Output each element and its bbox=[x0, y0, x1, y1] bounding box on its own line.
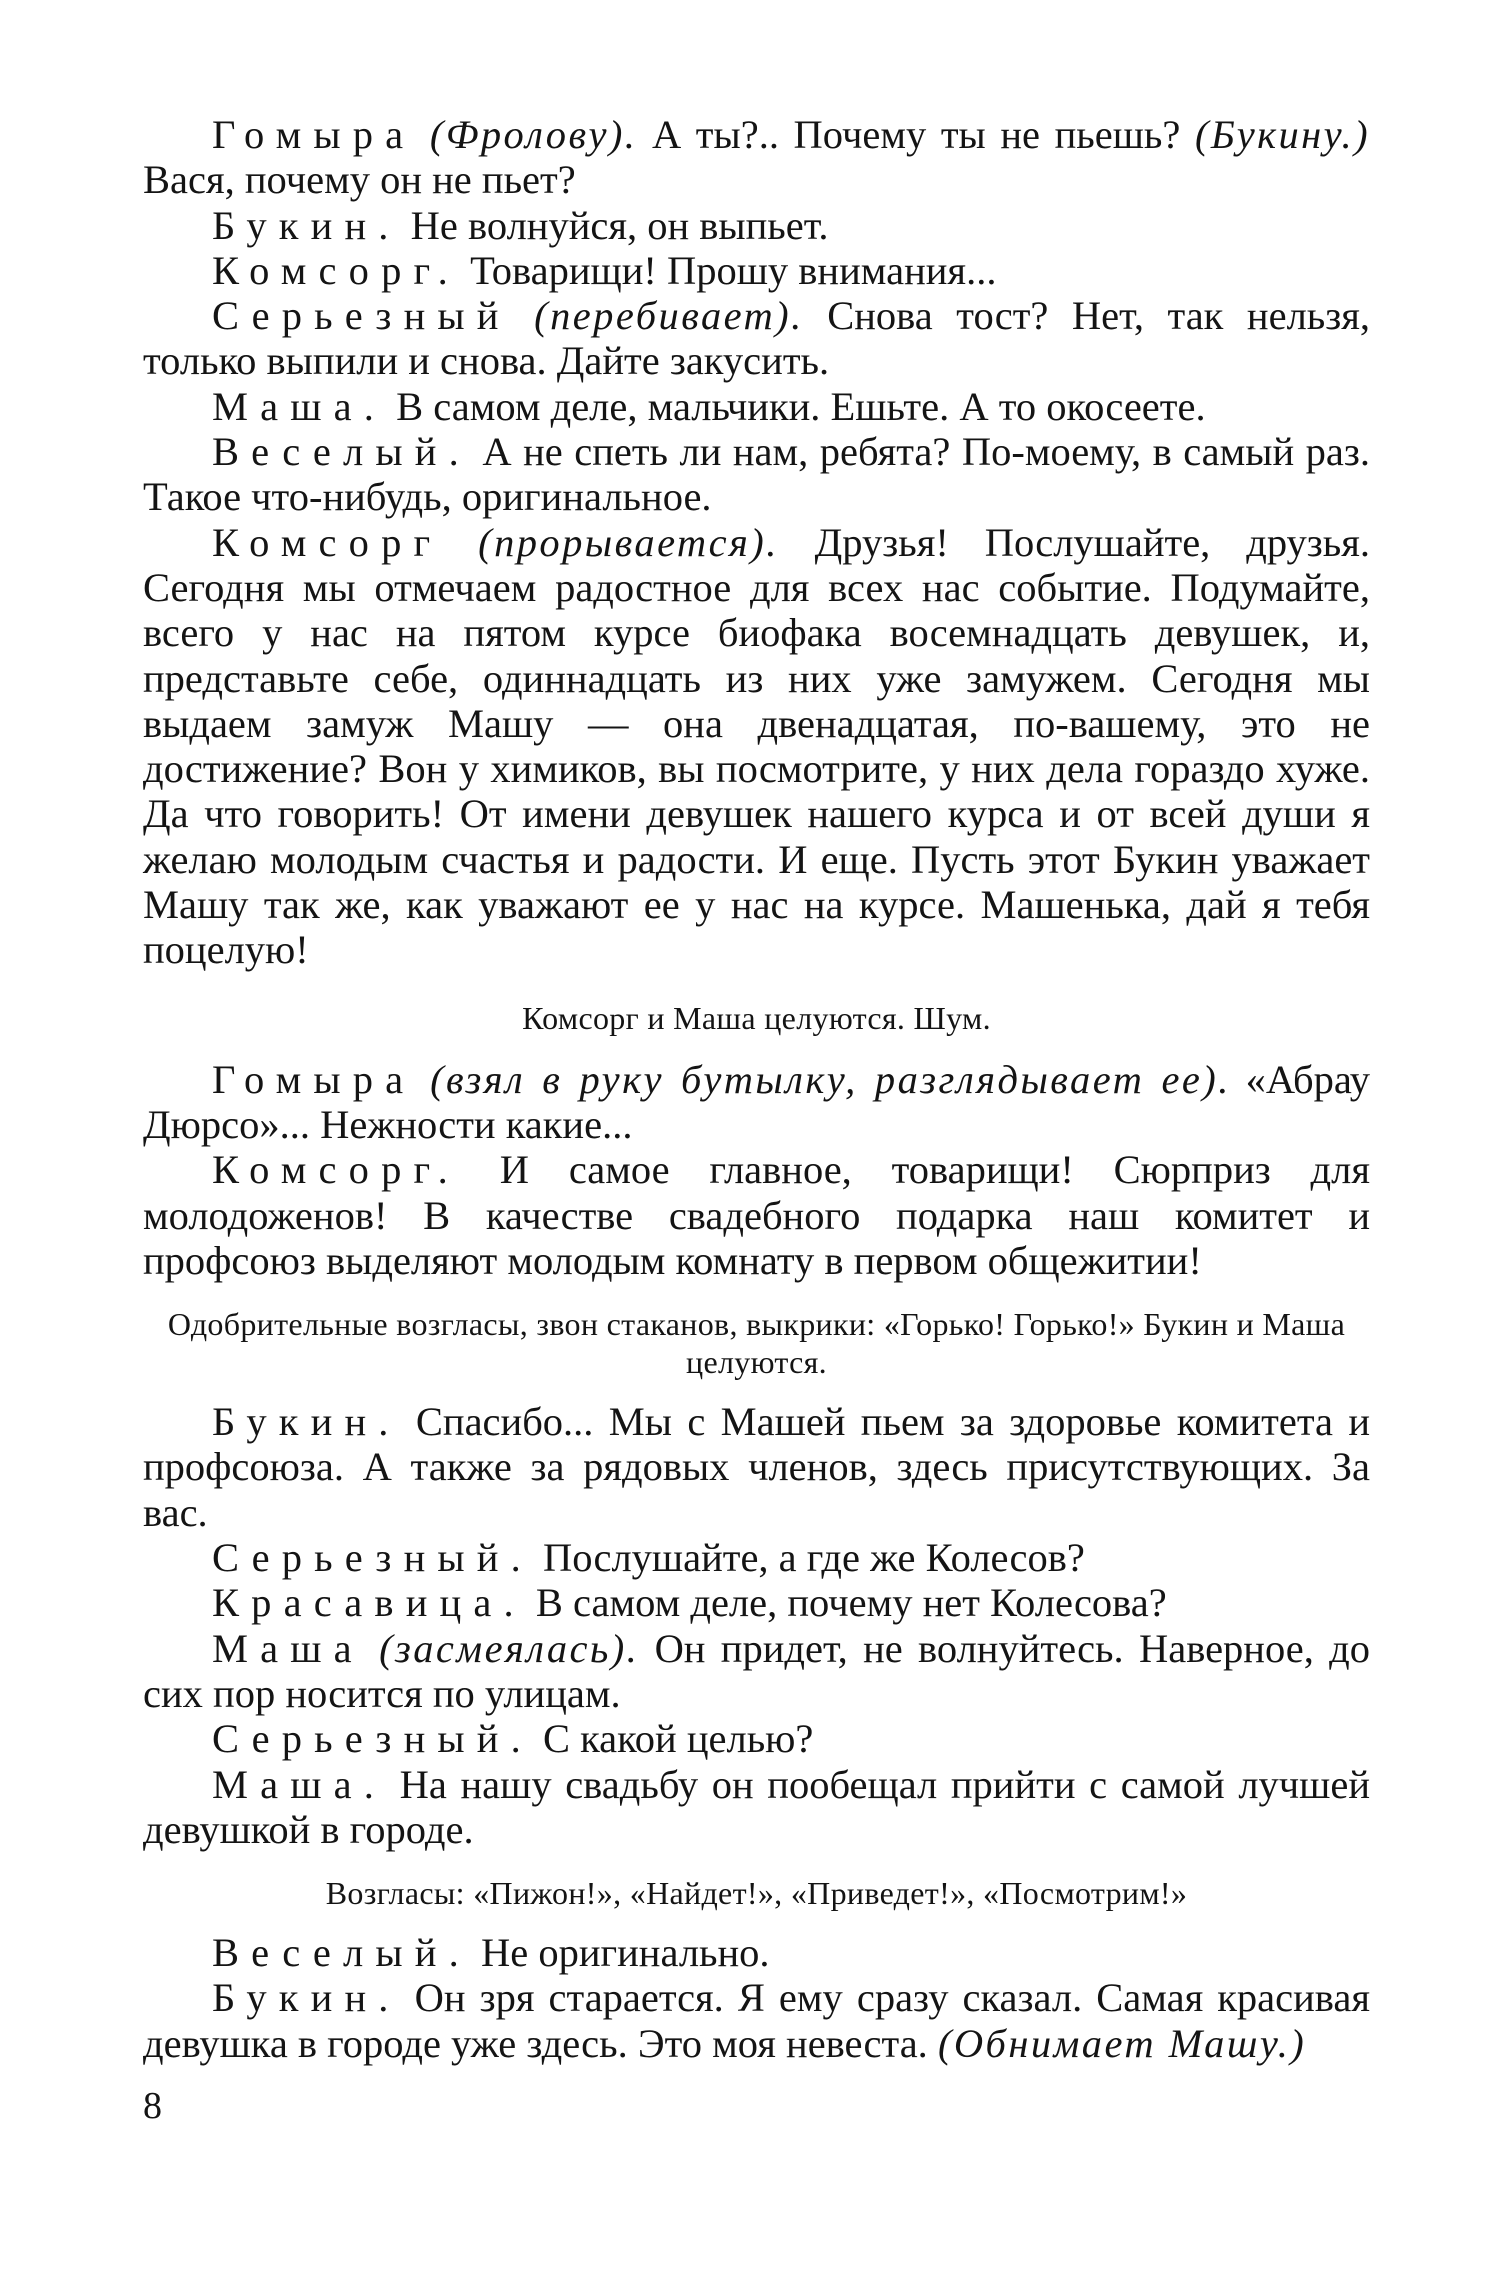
dialogue-line bbox=[143, 248, 1370, 293]
speaker-name: Комсорг bbox=[212, 519, 443, 565]
line-text: С какой целью? bbox=[542, 1716, 814, 1762]
line-text: Друзья! Послушайте, друзья. Сегодня мы отмечаем радостное для всех нас событие. Подумайте, всего у нас на пятом курсе биофака восемнадцать девушек, и, представьте себе, одиннадцать из них уже замужем. Сегодня мы выдаем замуж Машу — она двенадцатая, по-вашему, это не достижение? Вон у химиков, вы посмотрите, у них дела гораздо хуже. Да что говорить! От имени девушек нашего курса и от всей души я желаю молодым счастья и радости. И еще. Пусть этот Букин уважает Машу так же, как уважают ее у нас на курсе. Машенька, дай я тебя поцелую! bbox=[143, 519, 1371, 973]
dialogue-line bbox=[143, 203, 1370, 248]
stage-direction: Одобрительные возгласы, звон стаканов, выкрики: «Горько! Горько!» Букин и Маша целуются. bbox=[167, 1306, 1346, 1381]
line-text: Он придет, не волнуйтесь. Наверное, до сих пор носится по улицам. bbox=[143, 1625, 1370, 1716]
dialogue-line bbox=[143, 429, 1370, 520]
line-text: В самом деле, мальчики. Ешьте. А то окосеете. bbox=[396, 383, 1206, 429]
line-text: Вася, почему он не пьет? bbox=[143, 157, 576, 203]
dialogue-line bbox=[143, 112, 1370, 203]
speaker-name: Комсорг. bbox=[212, 1147, 460, 1193]
dialogue-line bbox=[143, 1716, 1370, 1761]
line-text: Не волнуйся, он выпьет. bbox=[410, 202, 829, 248]
speaker-name: Маша. bbox=[212, 1761, 387, 1807]
dialogue-line bbox=[143, 1975, 1370, 2066]
dialogue-line bbox=[143, 1580, 1370, 1625]
speaker-name: Серьезный bbox=[212, 293, 511, 339]
dialogue-line bbox=[143, 1930, 1370, 1975]
speaker-name: Гомыра bbox=[212, 1056, 416, 1102]
dialogue-line bbox=[143, 293, 1370, 384]
stage-direction: Возгласы: «Пижон!», «Найдет!», «Приведет!», «Посмотрим!» bbox=[325, 1875, 1188, 1912]
dialogue-line bbox=[143, 1057, 1370, 1148]
speaker-name: Серьезный. bbox=[212, 1535, 533, 1581]
stage-remark: (Обнимает Машу.) bbox=[937, 2020, 1307, 2066]
stage-remark: (Букину.) bbox=[1194, 112, 1371, 157]
dialogue-line bbox=[143, 1399, 1370, 1535]
dialogue-line bbox=[143, 1626, 1370, 1717]
line-text: Не оригинально. bbox=[481, 1930, 770, 1976]
speaker-name: Серьезный. bbox=[212, 1716, 533, 1762]
line-text: Товарищи! Прошу внимания... bbox=[470, 247, 997, 293]
line-text: «Абрау Дюрсо»... Нежности какие... bbox=[143, 1056, 1371, 1147]
speaker-name: Красавица. bbox=[212, 1580, 526, 1626]
stage-remark: (засмеялась). bbox=[379, 1625, 640, 1671]
line-text: А не спеть ли нам, ребята? По-моему, в самый раз. Такое что-нибудь, оригинальное. bbox=[143, 429, 1370, 520]
speaker-name: Веселый. bbox=[212, 1930, 471, 1976]
line-text: Послушайте, а где же Колесов? bbox=[542, 1535, 1085, 1581]
speaker-name: Букин. bbox=[212, 1975, 401, 2021]
stage-remark: (Фролову). bbox=[429, 112, 638, 157]
dialogue-line bbox=[143, 1762, 1370, 1853]
stage-direction: Комсорг и Маша целуются. Шум. bbox=[522, 999, 991, 1036]
line-text: Спасибо... Мы с Машей пьем за здоровье комитета и профсоюза. А также за рядовых членов, здесь присутствующих. За вас. bbox=[143, 1399, 1370, 1535]
page-number: 8 bbox=[143, 2085, 162, 2127]
stage-remark: (взял в руку бутылку, разглядывает ее). bbox=[430, 1056, 1231, 1102]
dialogue-line bbox=[143, 384, 1370, 429]
speaker-name: Гомыра bbox=[212, 112, 416, 157]
speaker-name: Букин. bbox=[212, 202, 401, 248]
dialogue-line bbox=[143, 520, 1370, 973]
speaker-name: Веселый. bbox=[212, 429, 471, 475]
stage-remark: (перебивает). bbox=[534, 293, 804, 339]
speaker-name: Букин. bbox=[212, 1399, 401, 1445]
line-text: А ты?.. Почему ты не пьешь? bbox=[651, 112, 1181, 157]
line-text: В самом деле, почему нет Колесова? bbox=[535, 1580, 1167, 1626]
line-text: Он зря старается. Я ему сразу сказал. Самая красивая девушка в городе уже здесь. Это моя невеста. bbox=[143, 1975, 1371, 2066]
stage-remark: (прорывается). bbox=[478, 519, 779, 565]
line-text: И самое главное, товарищи! Сюрприз для молодоженов! В качестве свадебного подарка наш комитет и профсоюз выделяют молодым комнату в первом общежитии! bbox=[143, 1147, 1370, 1283]
dialogue-line bbox=[143, 1147, 1370, 1283]
page-body bbox=[143, 112, 1370, 2066]
line-text: На нашу свадьбу он пообещал прийти с самой лучшей девушкой в городе. bbox=[143, 1761, 1370, 1852]
dialogue-line bbox=[143, 1535, 1370, 1580]
speaker-name: Комсорг. bbox=[212, 247, 460, 293]
speaker-name: Маша. bbox=[212, 383, 387, 429]
line-text: Снова тост? Нет, так нельзя, только выпили и снова. Дайте закусить. bbox=[143, 293, 1371, 384]
speaker-name: Маша bbox=[212, 1625, 364, 1671]
